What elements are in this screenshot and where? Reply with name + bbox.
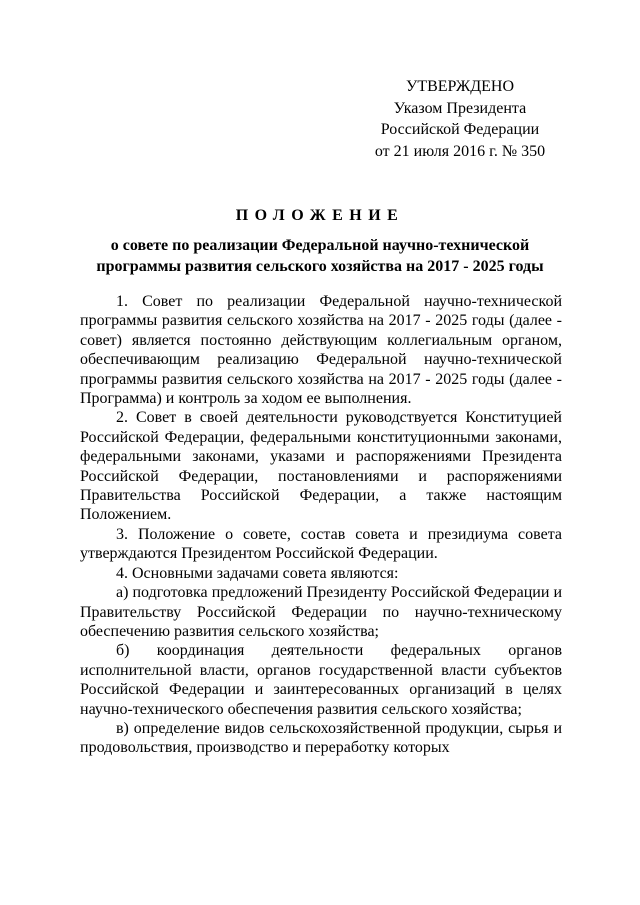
paragraph-4: 4. Основными задачами совета являются:	[116, 564, 399, 582]
approval-date-number: от 21 июля 2016 г. № 350	[374, 142, 546, 160]
approval-decree: Указом Президента	[393, 99, 527, 117]
subtitle-line-2: программы развития сельского хозяйства на 2017 - 2025 годы	[96, 258, 544, 275]
paragraph-4b: б) координация деятельности федеральных органов исполнительной власти, органов государственной власти субъектов Российской Федерации и заинтересованных организаций в целях научно-технического обеспечения развития сельского хозяйства;	[80, 642, 562, 718]
subtitle-line-1: о совете по реализации Федеральной научно-технической	[110, 237, 530, 254]
approval-heading: УТВЕРЖДЕНО	[405, 78, 514, 95]
paragraph-4a: а) подготовка предложений Президенту Российской Федерации и Правительству Российской Федерации по научно-техническому обеспечению развития сельского хозяйства;	[80, 584, 562, 640]
paragraph-4v: в) определение видов сельскохозяйственной продукции, сырья и продовольствия, производство и переработку которых	[80, 719, 562, 757]
approval-stamp	[360, 76, 560, 162]
paragraph-3: 3. Положение о совете, состав совета и президиума совета утверждаются Президентом Российской Федерации.	[80, 525, 562, 563]
document-subtitle	[0, 235, 640, 277]
paragraph-2: 2. Совет в своей деятельности руководствуется Конституцией Российской Федерации, федеральными конституционными законами, федеральными законами, указами и распоряжениями Президента Российской Федерации, постановлениями и распоряжениями Правительства Российской Федерации, а также настоящим Положением.	[80, 409, 562, 524]
document-title: ПОЛОЖЕНИЕ	[235, 207, 405, 224]
approval-country: Российской Федерации	[380, 121, 540, 138]
document-body	[80, 292, 562, 758]
paragraph-1: 1. Совет по реализации Федеральной научно-технической программы развития сельского хозяйства на 2017 - 2025 годы (далее - совет) является постоянно действующим коллегиальным органом, обеспечивающим реализацию Федеральной научно-технической программы развития сельского хозяйства на 2017 - 2025 годы (далее - Программа) и контроль за ходом ее выполнения.	[80, 293, 562, 408]
